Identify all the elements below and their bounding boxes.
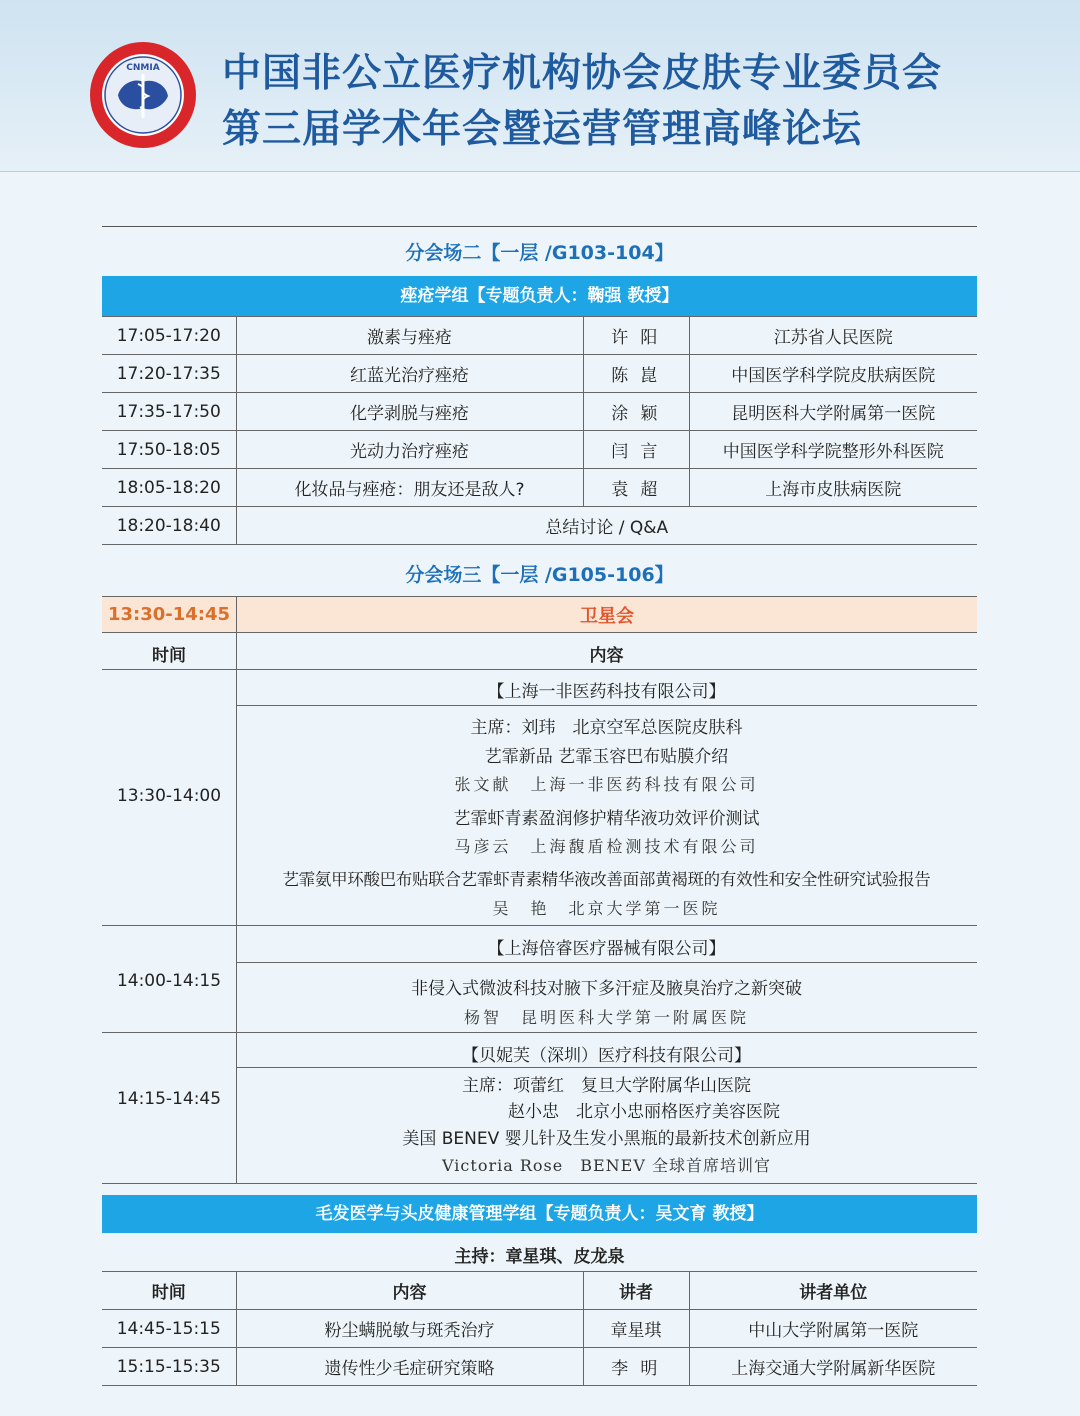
hair-group-bar: 毛发医学与头皮健康管理学组【专题负责人：吴文育 教授】 xyxy=(102,1195,977,1233)
divider xyxy=(102,226,977,227)
org-cell: 中国医学科学院整形外科医院 xyxy=(689,431,977,469)
time-cell: 17:05-17:20 xyxy=(102,317,236,355)
divider xyxy=(236,705,977,706)
table-row xyxy=(102,393,977,431)
time-cell: 17:50-18:05 xyxy=(102,431,236,469)
topic-cell: 化学剥脱与痤疮 xyxy=(236,393,583,431)
speaker-cell: 章星琪 xyxy=(583,1310,689,1348)
table-row xyxy=(102,355,977,393)
table-row xyxy=(102,1310,977,1348)
org-cell: 上海交通大学附属新华医院 xyxy=(689,1348,977,1386)
chair-3-1: 主席：项蕾红 复旦大学附属华山医院 xyxy=(462,1076,751,1096)
satellite-title: 卫星会 xyxy=(236,596,977,633)
hair-group-table xyxy=(102,1271,977,1386)
divider xyxy=(102,669,977,670)
talk-1-2: 艺霏虾青素盈润修护精华液功效评价测试 xyxy=(453,809,760,829)
company-1: 【上海一非医药科技有限公司】 xyxy=(487,682,726,702)
time-cell: 18:05-18:20 xyxy=(102,469,236,507)
divider xyxy=(102,1183,977,1184)
session2-table xyxy=(102,316,977,545)
page-header xyxy=(0,0,1080,172)
table-row xyxy=(102,469,977,507)
talk-3: 美国 BENEV 婴儿针及生发小黑瓶的最新技术创新应用 xyxy=(402,1129,811,1149)
divider xyxy=(236,962,977,963)
talk-1-3: 艺霏氨甲环酸巴布贴联合艺霏虾青素精华液改善面部黄褐斑的有效性和安全性研究试验报告 xyxy=(282,870,931,889)
time-cell: 17:35-17:50 xyxy=(102,393,236,431)
divider xyxy=(236,1067,977,1068)
speaker-3: Victoria Rose BENEV 全球首席培训官 xyxy=(442,1156,771,1175)
header-speaker: 讲者 xyxy=(583,1272,689,1310)
topic-cell: 遗传性少毛症研究策略 xyxy=(236,1348,583,1386)
speaker-2: 杨智 昆明医科大学第一附属医院 xyxy=(463,1008,749,1027)
topic-cell: 化妆品与痤疮：朋友还是敌人? xyxy=(236,469,583,507)
divider xyxy=(102,1032,977,1033)
summary-cell: 总结讨论 / Q&A xyxy=(236,507,977,545)
topic-cell: 光动力治疗痤疮 xyxy=(236,431,583,469)
time-cell: 18:20-18:40 xyxy=(102,507,236,545)
speaker-1-1: 张文献 上海一非医药科技有限公司 xyxy=(454,775,759,794)
title-line-2: 第三届学术年会暨运营管理高峰论坛 xyxy=(222,107,863,152)
org-cell: 昆明医科大学附属第一医院 xyxy=(689,393,977,431)
time-block-1: 13:30-14:00 xyxy=(116,786,222,806)
chair-3-2: 赵小忠 北京小忠丽格医疗美容医院 xyxy=(508,1102,780,1122)
speaker-cell: 涂 颖 xyxy=(583,393,689,431)
speaker-cell: 李 明 xyxy=(583,1348,689,1386)
header-content: 内容 xyxy=(236,1272,583,1310)
divider xyxy=(102,925,977,926)
speaker-cell: 许 阳 xyxy=(583,317,689,355)
time-cell: 17:20-17:35 xyxy=(102,355,236,393)
cnmia-logo xyxy=(88,40,198,150)
acne-group-bar: 痤疮学组【专题负责人：鞠强 教授】 xyxy=(102,276,977,316)
title-line-1: 中国非公立医疗机构协会皮肤专业委员会 xyxy=(222,51,943,96)
topic-cell: 红蓝光治疗痤疮 xyxy=(236,355,583,393)
speaker-cell: 陈 崑 xyxy=(583,355,689,393)
org-cell: 中国医学科学院皮肤病医院 xyxy=(689,355,977,393)
time-block-2: 14:00-14:15 xyxy=(116,971,222,991)
talk-1-1: 艺霏新品 艺霏玉容巴布贴膜介绍 xyxy=(484,747,729,767)
table-row xyxy=(102,317,977,355)
time-cell: 14:45-15:15 xyxy=(102,1310,236,1348)
session3-title: 分会场三【一层 /G105-106】 xyxy=(405,564,674,586)
table-row xyxy=(102,431,977,469)
topic-cell: 激素与痤疮 xyxy=(236,317,583,355)
chair-1: 主席：刘玮 北京空军总医院皮肤科 xyxy=(470,718,743,738)
speaker-1-2: 马彦云 上海馥盾检测技术有限公司 xyxy=(454,837,759,856)
col-content-header: 内容 xyxy=(589,646,624,666)
table-header-row xyxy=(102,1272,977,1310)
speaker-cell: 袁 超 xyxy=(583,469,689,507)
org-cell: 上海市皮肤病医院 xyxy=(689,469,977,507)
header-time: 时间 xyxy=(102,1272,236,1310)
table-row xyxy=(102,507,977,545)
speaker-cell: 闫 言 xyxy=(583,431,689,469)
session2-title: 分会场二【一层 /G103-104】 xyxy=(405,242,674,264)
time-cell: 15:15-15:35 xyxy=(102,1348,236,1386)
time-block-3: 14:15-14:45 xyxy=(116,1089,222,1109)
svg-text:CNMIA: CNMIA xyxy=(126,63,160,73)
company-2: 【上海倍睿医疗器械有限公司】 xyxy=(487,939,726,959)
col-time-header: 时间 xyxy=(152,646,186,666)
hair-group-host: 主持：章星琪、皮龙泉 xyxy=(454,1247,625,1267)
org-cell: 江苏省人民医院 xyxy=(689,317,977,355)
satellite-time: 13:30-14:45 xyxy=(102,596,236,633)
speaker-1-3: 吴 艳 北京大学第一医院 xyxy=(492,899,721,918)
header-org: 讲者单位 xyxy=(689,1272,977,1310)
company-3: 【贝妮芙（深圳）医疗科技有限公司】 xyxy=(462,1046,751,1066)
topic-cell: 粉尘螨脱敏与斑秃治疗 xyxy=(236,1310,583,1348)
table-row xyxy=(102,1348,977,1386)
org-cell: 中山大学附属第一医院 xyxy=(689,1310,977,1348)
talk-2: 非侵入式微波科技对腋下多汗症及腋臭治疗之新突破 xyxy=(411,979,802,999)
